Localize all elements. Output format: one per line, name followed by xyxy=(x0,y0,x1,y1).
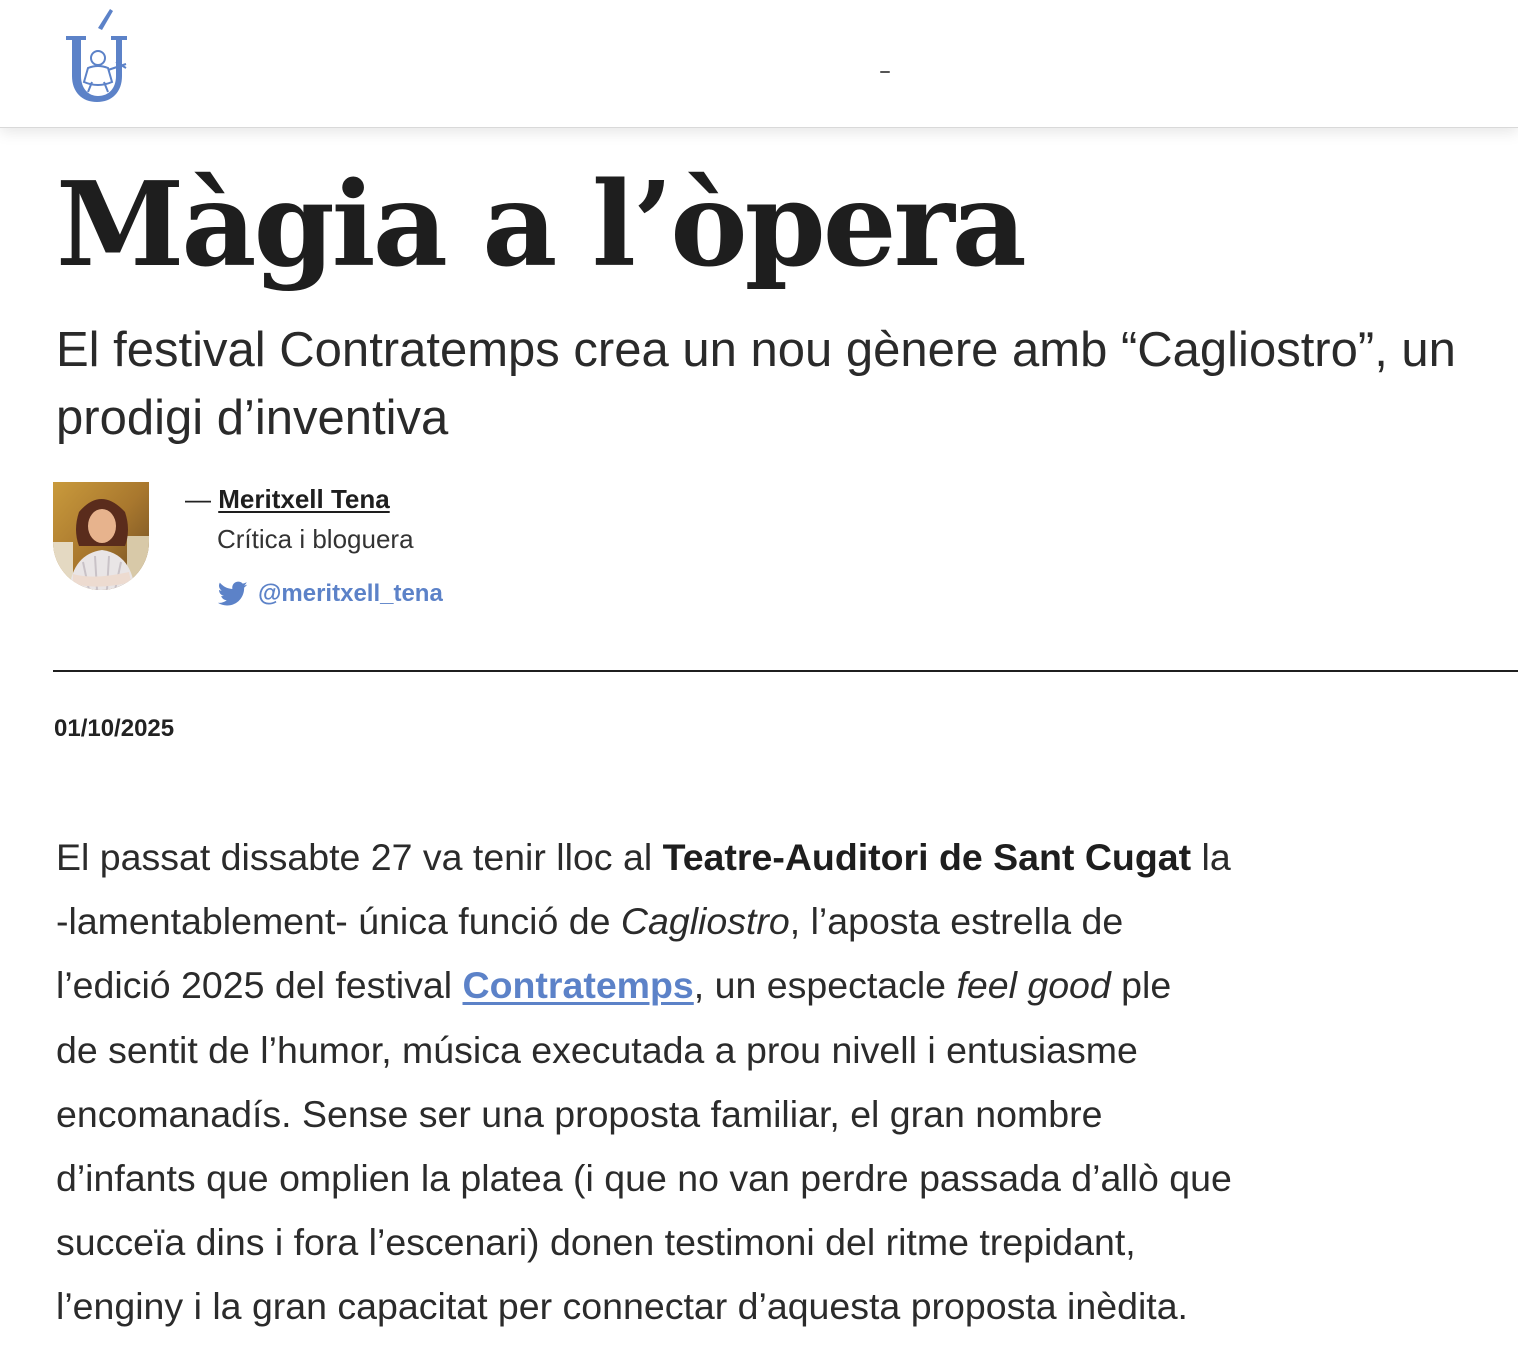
site-logo[interactable] xyxy=(60,6,136,102)
twitter-handle: @meritxell_tena xyxy=(258,580,443,607)
body-text: El passat dissabte 27 va tenir lloc al xyxy=(56,836,663,878)
site-header xyxy=(0,0,1518,128)
show-title: Cagliostro xyxy=(620,900,790,943)
festival-link[interactable]: Contratemps xyxy=(462,964,694,1007)
article-subtitle: El festival Contratemps crea un nou gènere amb “Cagliostro”, un prodigi d’inventiva xyxy=(56,323,1456,445)
body-text: ple xyxy=(1110,964,1172,1007)
publish-date: 01/10/2025 xyxy=(54,715,175,742)
twitter-bird-icon xyxy=(218,581,248,607)
body-line xyxy=(56,889,1456,953)
body-text: la xyxy=(1191,836,1231,878)
body-line: encomanadís. Sense ser una proposta familiar, el gran nombre xyxy=(56,1092,1103,1135)
author-twitter-link[interactable] xyxy=(218,580,443,608)
venue-name: Teatre-Auditori de Sant Cugat xyxy=(662,836,1192,878)
author-role: Crítica i bloguera xyxy=(217,524,414,554)
body-line: d’infants que omplien la platea (i que no van perdre passada d’allò que xyxy=(56,1157,1232,1200)
body-text: , l’aposta estrella de xyxy=(789,900,1124,943)
author-name-line xyxy=(185,482,414,516)
byline-dash: — xyxy=(185,484,211,514)
article-body-paragraph xyxy=(56,825,1456,1339)
logo-u-acute-icon xyxy=(60,6,136,102)
author-avatar[interactable] xyxy=(53,482,149,590)
article-title: Màgia a l’òpera xyxy=(56,157,1024,293)
author-photo xyxy=(53,482,149,590)
body-line xyxy=(56,953,1456,1017)
author-byline xyxy=(185,482,414,556)
body-text: , un espectacle xyxy=(693,964,957,1007)
emphasis-text: feel good xyxy=(956,964,1111,1007)
body-line xyxy=(56,825,1456,889)
body-line: de sentit de l’humor, música executada a prou nivell i entusiasme xyxy=(56,1028,1138,1071)
byline-divider xyxy=(53,670,1518,672)
author-name-link[interactable]: Meritxell Tena xyxy=(218,484,390,514)
body-line: l’enginy i la gran capacitat per connectar d’aquesta proposta inèdita. xyxy=(56,1285,1188,1328)
body-text: l’edició 2025 del festival xyxy=(56,964,463,1007)
body-text: -lamentablement- única funció de xyxy=(56,900,621,943)
body-line: succeïa dins i fora l’escenari) donen testimoni del ritme trepidant, xyxy=(56,1221,1136,1264)
header-decoration xyxy=(880,71,890,73)
